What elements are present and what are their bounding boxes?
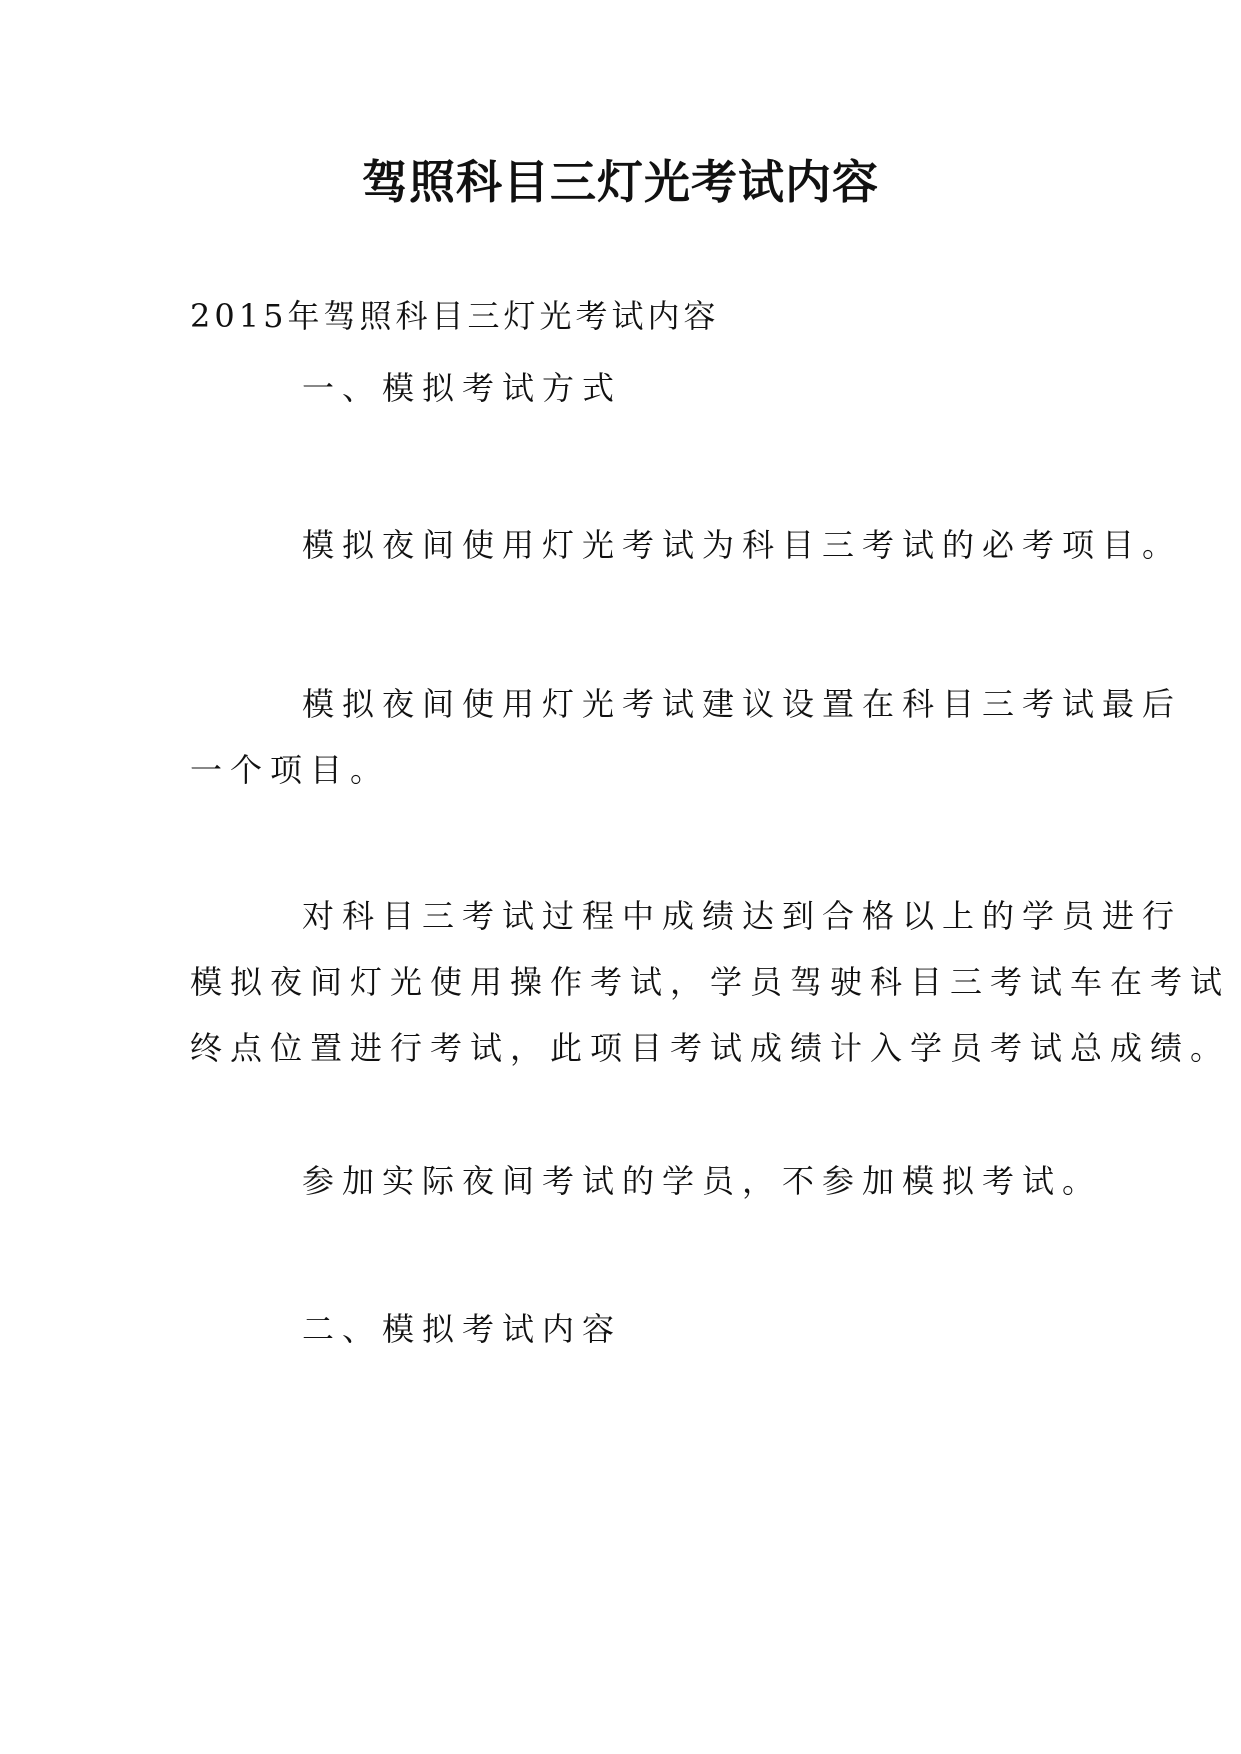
paragraph-1 (190, 512, 1183, 578)
section-heading-2 (190, 1296, 1070, 1362)
heading-2-text: 二、模拟考试内容 (302, 1310, 623, 1348)
paragraph-4-line-1: 参加实际夜间考试的学员，不参加模拟考试。 (302, 1162, 1103, 1200)
paragraph-3 (190, 883, 1231, 1081)
intro-line: 2015年驾照科目三灯光考试内容 (190, 297, 720, 335)
section-heading-1 (190, 355, 1070, 421)
paragraph-3-line-1: 对科目三考试过程中成绩达到合格以上的学员进行 (302, 897, 1183, 935)
heading-1-text: 一、模拟考试方式 (302, 369, 623, 407)
paragraph-4 (190, 1148, 1103, 1214)
paragraph-2-line-2: 一个项目。 (190, 751, 391, 789)
paragraph-2 (190, 671, 1183, 803)
paragraph-3-line-2: 模拟夜间灯光使用操作考试，学员驾驶科目三考试车在考试 (190, 963, 1231, 1001)
intro-paragraph (190, 283, 1070, 349)
document-title: 驾照科目三灯光考试内容 (362, 155, 879, 209)
paragraph-3-line-3: 终点位置进行考试，此项目考试成绩计入学员考试总成绩。 (190, 1029, 1231, 1067)
paragraph-1-line-1: 模拟夜间使用灯光考试为科目三考试的必考项目。 (302, 526, 1183, 564)
paragraph-2-line-1: 模拟夜间使用灯光考试建议设置在科目三考试最后 (302, 685, 1183, 723)
